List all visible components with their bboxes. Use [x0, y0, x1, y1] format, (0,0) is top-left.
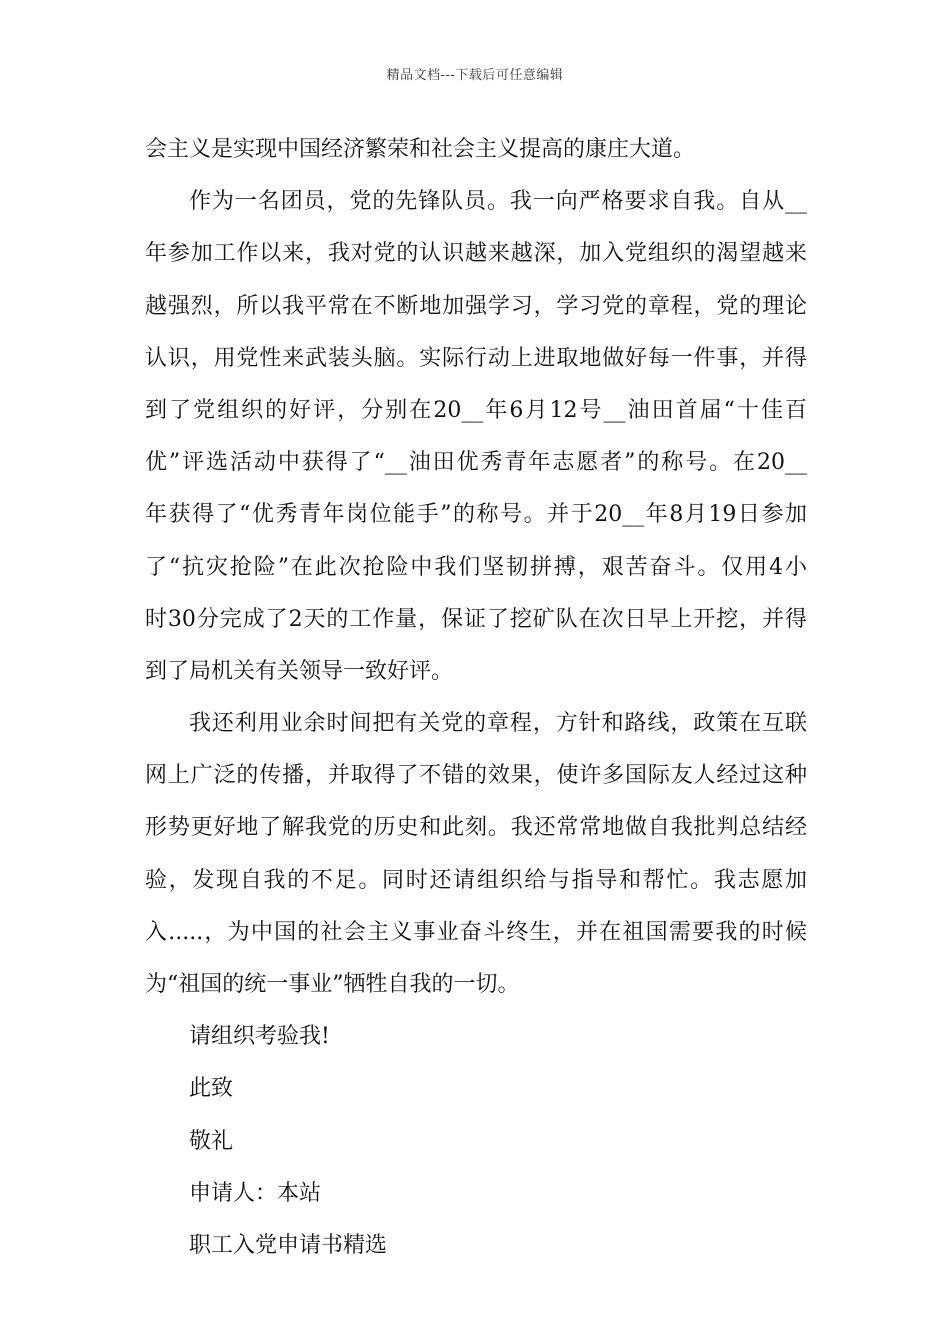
- text-line: 验，发现自我的不足。同时还请组织给与指导和帮忙。我志愿加: [145, 867, 807, 893]
- text-line: 认识，用党性来武装头脑。实际行动上进取地做好每一件事，并得: [145, 345, 807, 371]
- text-line: 优”评选活动中获得了“__油田优秀青年志愿者”的称号。在20__: [145, 450, 807, 476]
- text-line: 年获得了“优秀青年岗位能手”的称号。并于20__年8月19日参加: [145, 502, 807, 528]
- text-line: 会主义是实现中国经济繁荣和社会主义提高的康庄大道。: [145, 137, 696, 162]
- text-line: 入.....，为中国的社会主义事业奋斗终生，并在祖国需要我的时候: [145, 919, 807, 945]
- text-line: 网上广泛的传播，并取得了不错的效果，使许多国际友人经过这种: [145, 763, 807, 789]
- text-line: 作为一名团员，党的先锋队员。我一向严格要求自我。自从__: [189, 189, 807, 215]
- letter-body: [145, 130, 807, 1278]
- closing-request: 请组织考验我!: [189, 1024, 330, 1050]
- text-line: 了“抗灾抢险”在此次抢险中我们坚韧拼搏，艰苦奋斗。仅用4小: [145, 554, 807, 580]
- closing-salutation: 此致: [189, 1076, 234, 1102]
- text-line: 越强烈，所以我平常在不断地加强学习，学习党的章程，党的理论: [145, 293, 807, 319]
- text-line: 为“祖国的统一事业”牺牲自我的一切。: [145, 972, 520, 997]
- next-section-title: 职工入党申请书精选: [189, 1232, 388, 1258]
- text-line: 形势更好地了解我党的历史和此刻。我还常常地做自我批判总结经: [145, 815, 807, 841]
- closing-regards: 敬礼: [189, 1128, 234, 1154]
- text-line: 时30分完成了2天的工作量，保证了挖矿队在次日早上开挖，并得: [145, 606, 807, 632]
- text-line: 到了局机关有关领导一致好评。: [145, 658, 454, 684]
- applicant-signature: 申请人：本站: [189, 1180, 322, 1206]
- page-header: 精品文档---下载后可任意编辑: [386, 68, 564, 83]
- text-line: 年参加工作以来，我对党的认识越来越深，加入党组织的渴望越来: [145, 241, 807, 267]
- text-line: 我还利用业余时间把有关党的章程，方针和路线，政策在互联: [189, 711, 807, 737]
- text-line: 到了党组织的好评，分别在20__年6月12号__油田首届“十佳百: [145, 397, 807, 423]
